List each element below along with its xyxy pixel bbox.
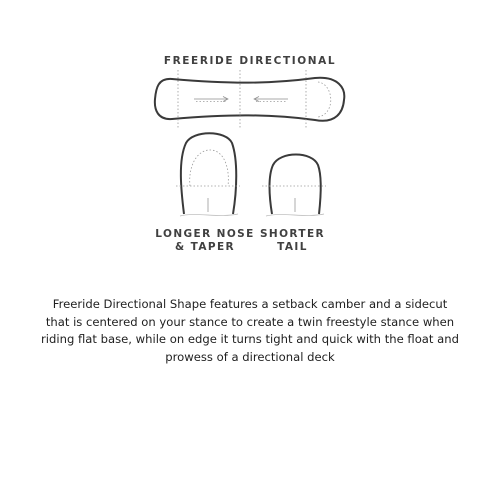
front-stance-arrow [254,97,288,102]
longer-nose-label-line1: LONGER NOSE [155,228,255,240]
nose-outline [181,133,236,214]
tail-detail [262,155,326,217]
shorter-tail-label-line1: SHORTER [259,228,326,240]
shorter-tail-label-line2: TAIL [277,241,308,253]
board-diagram [0,0,500,240]
nose-inner-curve [318,82,331,117]
nose-taper-curve [190,150,229,186]
board-outline [155,78,344,121]
diagram-title: FREERIDE DIRECTIONAL [163,55,337,67]
longer-nose-label [150,228,260,254]
board-top-view [155,70,344,128]
shorter-tail-label [245,228,340,254]
shape-description: Freeride Directional Shape features a setback camber and a sidecut that is centered on your stance to create a twin freestyle stance when riding flat base, while on edge it turns tight and quick with the float and prowess of a directional deck [41,297,459,364]
nose-detail [176,133,240,216]
longer-nose-label-line2: & TAPER [174,241,236,253]
tail-snow-line [266,214,324,216]
nose-snow-line [180,214,238,216]
rear-stance-arrow [194,97,228,102]
